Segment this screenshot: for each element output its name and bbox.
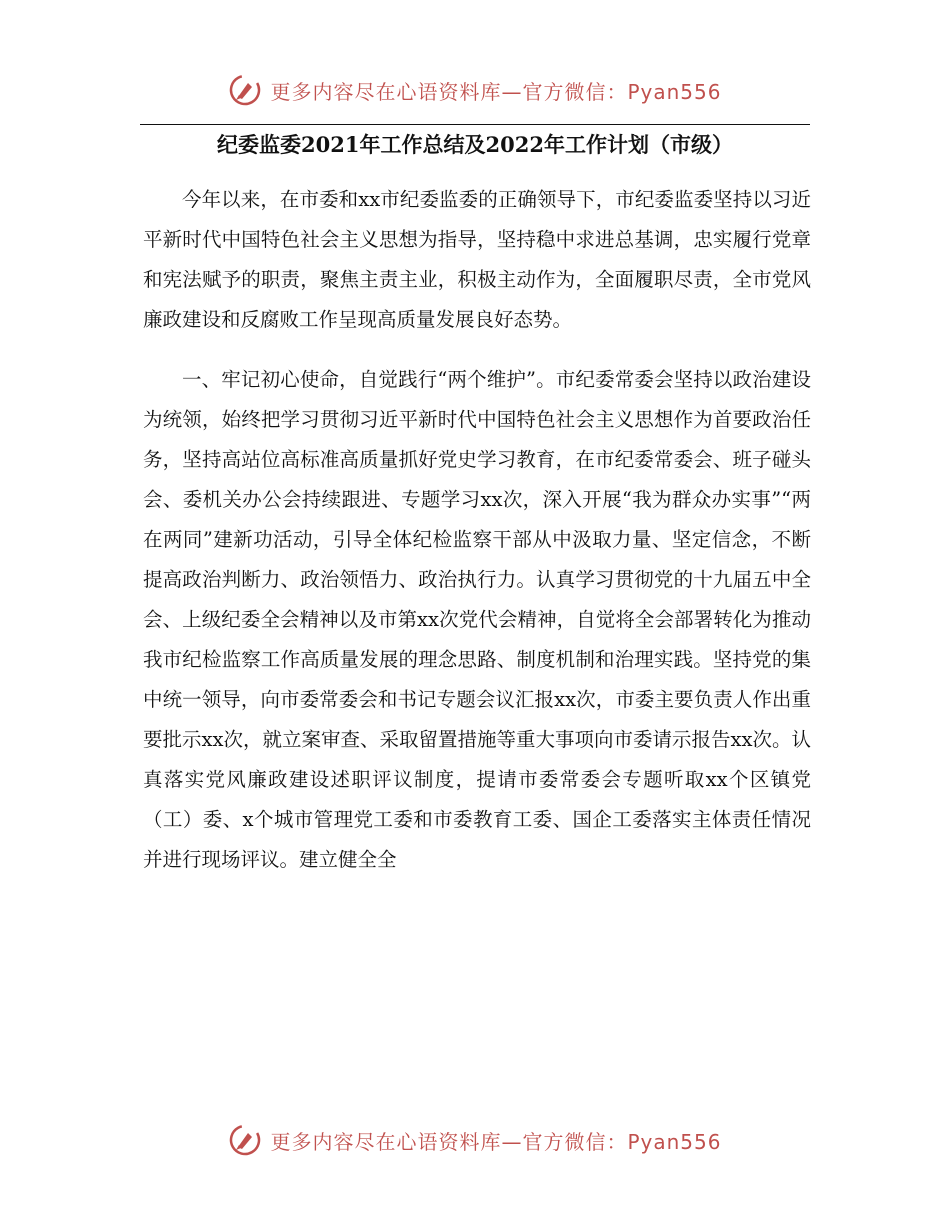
document-title: 纪委监委2021年工作总结及2022年工作计划（市级） bbox=[217, 132, 733, 157]
watermark-text: 更多内容尽在心语资料库—官方微信：Pyan556 bbox=[270, 1129, 722, 1154]
title-divider bbox=[140, 124, 810, 125]
document-body bbox=[143, 180, 811, 880]
pen-nib-logo-icon bbox=[228, 73, 262, 107]
footer-watermark bbox=[0, 1118, 950, 1162]
header-watermark bbox=[0, 68, 950, 112]
pen-nib-logo-icon bbox=[228, 1123, 262, 1157]
watermark-text: 更多内容尽在心语资料库—官方微信：Pyan556 bbox=[270, 79, 722, 104]
paragraph-intro: 今年以来，在市委和xx市纪委监委的正确领导下，市纪委监委坚持以习近平新时代中国特色社会主义思想为指导，坚持稳中求进总基调，忠实履行党章和宪法赋予的职责，聚焦主责主业，积极主动作为，全面履职尽责，全市党风廉政建设和反腐败工作呈现高质量发展良好态势。 bbox=[143, 188, 811, 331]
paragraph-section-one: 一、牢记初心使命，自觉践行“两个维护”。市纪委常委会坚持以政治建设为统领，始终把学习贯彻习近平新时代中国特色社会主义思想作为首要政治任务，坚持高站位高标准高质量抓好党史学习教育，在市纪委常委会、班子碰头会、委机关办公会持续跟进、专题学习xx次，深入开展“我为群众办实事”“两在两同”建新功活动，引导全体纪检监察干部从中汲取力量、坚定信念，不断提高政治判断力、政治领悟力、政治执行力。认真学习贯彻党的十九届五中全会、上级纪委全会精神以及市第xx次党代会精神，自觉将全会部署转化为推动我市纪检监察工作高质量发展的理念思路、制度机制和治理实践。坚持党的集中统一领导，向市委常委会和书记专题会议汇报xx次，市委主要负责人作出重要批示xx次，就立案审查、采取留置措施等重大事项向市委请示报告xx次。认真落实党风廉政建设述职评议制度，提请市委常委会专题听取xx个区镇党（工）委、x个城市管理党工委和市委教育工委、国企工委落实主体责任情况并进行现场评议。建立健全全 bbox=[143, 368, 811, 871]
